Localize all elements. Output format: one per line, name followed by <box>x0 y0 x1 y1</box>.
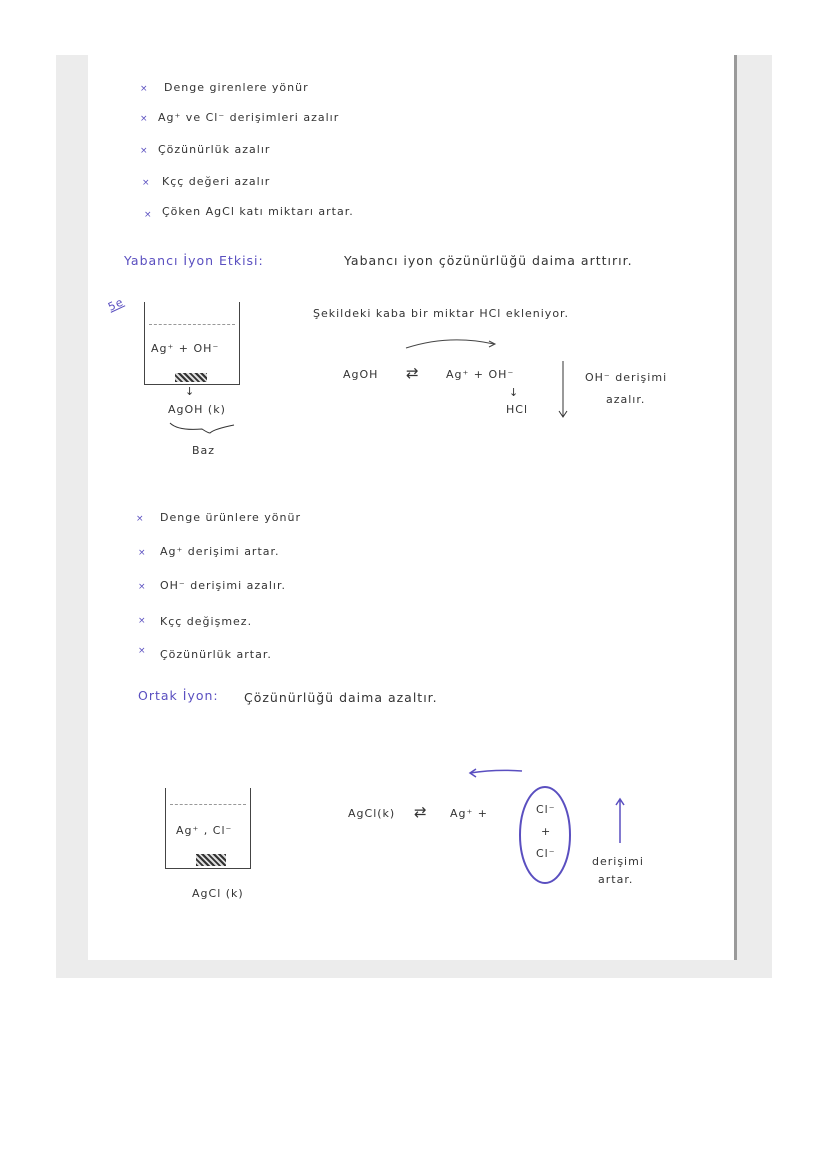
added-ion: Cl⁻ <box>536 803 556 816</box>
list-item: Ag⁺ ve Cl⁻ derişimleri azalır <box>158 111 340 124</box>
instruction-text: Şekildeki kaba bir miktar HCl ekleniyor. <box>313 307 570 320</box>
liquid-level <box>170 804 246 805</box>
bullet-marker: × <box>144 210 152 220</box>
list-item: Ag⁺ derişimi artar. <box>160 545 280 558</box>
bullet-marker: × <box>140 84 148 94</box>
list-item: Çöken AgCl katı miktarı artar. <box>162 205 354 218</box>
notebook-page <box>88 55 737 960</box>
equation-left: AgCl(k) <box>348 807 396 820</box>
bullet-marker: × <box>138 616 146 626</box>
bullet-marker: × <box>138 646 146 656</box>
bullet-marker: × <box>140 146 148 156</box>
bullet-marker: × <box>138 582 146 592</box>
section-heading-yabanci: Yabancı İyon Etkisi: <box>124 253 264 268</box>
list-item: Çözünürlük azalır <box>158 143 271 156</box>
down-arrow-icon: ↓ <box>509 386 520 399</box>
section-text: Yabancı iyon çözünürlüğü daima arttırır. <box>344 253 633 268</box>
list-item: Denge girenlere yönür <box>164 81 309 94</box>
note-line: artar. <box>598 873 634 886</box>
list-item: Kçç değişmez. <box>160 615 253 628</box>
note-line: azalır. <box>606 393 646 406</box>
equilibrium-arrow-icon: ⇄ <box>406 364 420 382</box>
note-line: OH⁻ derişimi <box>585 371 668 384</box>
backward-arrow-icon <box>466 767 526 779</box>
bullet-marker: × <box>140 114 148 124</box>
list-item: Kçç değeri azalır <box>162 175 271 188</box>
equation-mid: Ag⁺ + <box>450 807 489 820</box>
liquid-level <box>149 324 235 325</box>
section-heading-ortak: Ortak İyon: <box>138 688 219 703</box>
added-reagent: HCl <box>506 403 529 416</box>
list-item: OH⁻ derişimi azalır. <box>160 579 286 592</box>
solid-label: AgOH (k) <box>168 403 226 416</box>
equation-left: AgOH <box>343 368 379 381</box>
precipitate <box>196 854 226 866</box>
decrease-arrow-icon <box>558 361 568 421</box>
added-ion: Cl⁻ <box>536 847 556 860</box>
bullet-marker: × <box>138 548 146 558</box>
plus-sign: + <box>541 825 552 838</box>
beaker-diagram <box>144 302 240 385</box>
beaker-diagram <box>165 788 251 869</box>
brace-icon <box>168 421 238 435</box>
beaker-label: Ag⁺ + OH⁻ <box>151 342 220 355</box>
precipitate <box>175 373 207 382</box>
forward-arrow-icon <box>404 338 504 352</box>
note-line: derişimi <box>592 855 644 868</box>
solid-label: AgCl (k) <box>192 887 244 900</box>
equation-right: Ag⁺ + OH⁻ <box>446 368 515 381</box>
bullet-marker: × <box>142 178 150 188</box>
list-item: Çözünürlük artar. <box>160 648 272 661</box>
problem-number: 5e <box>105 295 126 314</box>
brace-label: Baz <box>192 444 216 457</box>
beaker-label: Ag⁺ , Cl⁻ <box>176 824 233 837</box>
list-item: Denge ürünlere yönür <box>160 511 301 524</box>
increase-arrow-icon <box>614 797 626 845</box>
bullet-marker: × <box>136 514 144 524</box>
equilibrium-arrow-icon: ⇄ <box>414 803 428 821</box>
down-arrow-icon: ↓ <box>185 385 196 398</box>
section-text: Çözünürlüğü daima azaltır. <box>244 690 438 705</box>
